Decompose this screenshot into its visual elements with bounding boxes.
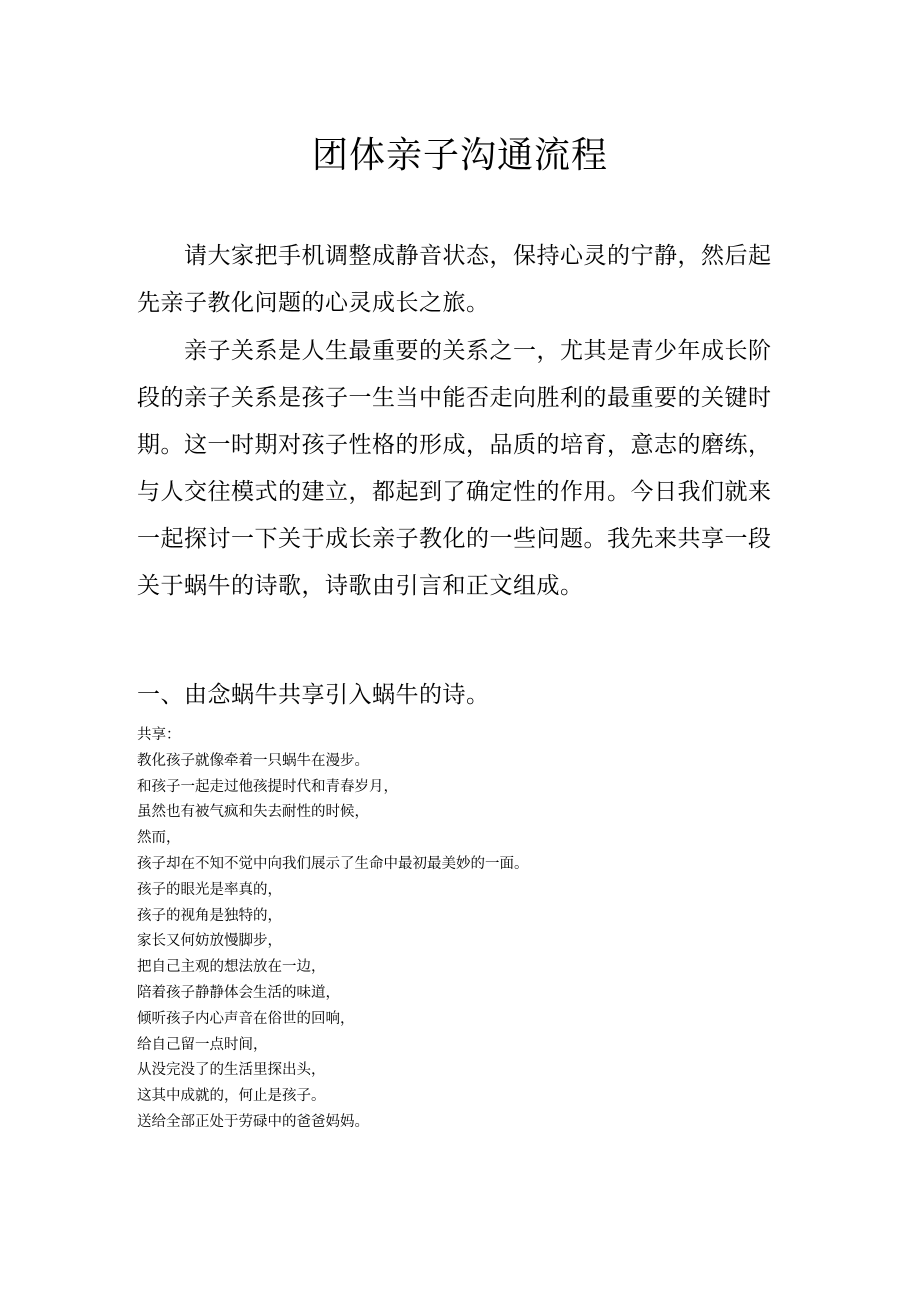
poem-line: 给自己留一点时间，	[137, 1036, 268, 1053]
poem-line: 教化孩子就像牵着一只蜗牛在漫步。	[137, 752, 369, 769]
poem-line: 这其中成就的，何止是孩子。	[137, 1088, 326, 1105]
poem-line: 孩子的眼光是率真的，	[137, 881, 282, 898]
poem-line: 孩子却在不知不觉中向我们展示了生命中最初最美妙的一面。	[137, 855, 529, 872]
section-heading: 一、由念蜗牛共享引入蜗牛的诗。	[137, 682, 490, 708]
poem-line: 从没完没了的生活里探出头，	[137, 1062, 326, 1079]
poem-line: 共享：	[137, 727, 181, 743]
poem-line: 倾听孩子内心声音在俗世的回响，	[137, 1010, 355, 1027]
document-title: 团体亲子沟通流程	[311, 135, 608, 176]
relationship-paragraph: 亲子关系是人生最重要的关系之一，尤其是青少年成长阶段的亲子关系是孩子一生当中能否走向胜利的最重要的关键时期。这一时期对孩子性格的形成，品质的培育，意志的磨练，与人交往模式的建立，都起到了确定性的作用。今日我们就来一起探讨一下关于成长亲子教化的一些问题。我先来共享一段关于蜗牛的诗歌，诗歌由引言和正文组成。	[137, 338, 772, 599]
poem-line: 陪着孩子静静体会生活的味道，	[137, 984, 340, 1001]
poem-line: 虽然也有被气疯和失去耐性的时候，	[137, 804, 369, 821]
poem-line: 孩子的视角是独特的，	[137, 907, 282, 924]
poem-line: 把自己主观的想法放在一边，	[137, 959, 326, 976]
intro-paragraph: 请大家把手机调整成静音状态，保持心灵的宁静，然后起先亲子教化问题的心灵成长之旅。	[137, 243, 772, 316]
poem-line: 送给全部正处于劳碌中的爸爸妈妈。	[137, 1113, 369, 1130]
poem-line: 然而，	[137, 830, 181, 847]
poem-block	[137, 723, 777, 1136]
poem-line: 家长又何妨放慢脚步，	[137, 933, 282, 950]
poem-line: 和孩子一起走过他孩提时代和青春岁月，	[137, 778, 398, 795]
